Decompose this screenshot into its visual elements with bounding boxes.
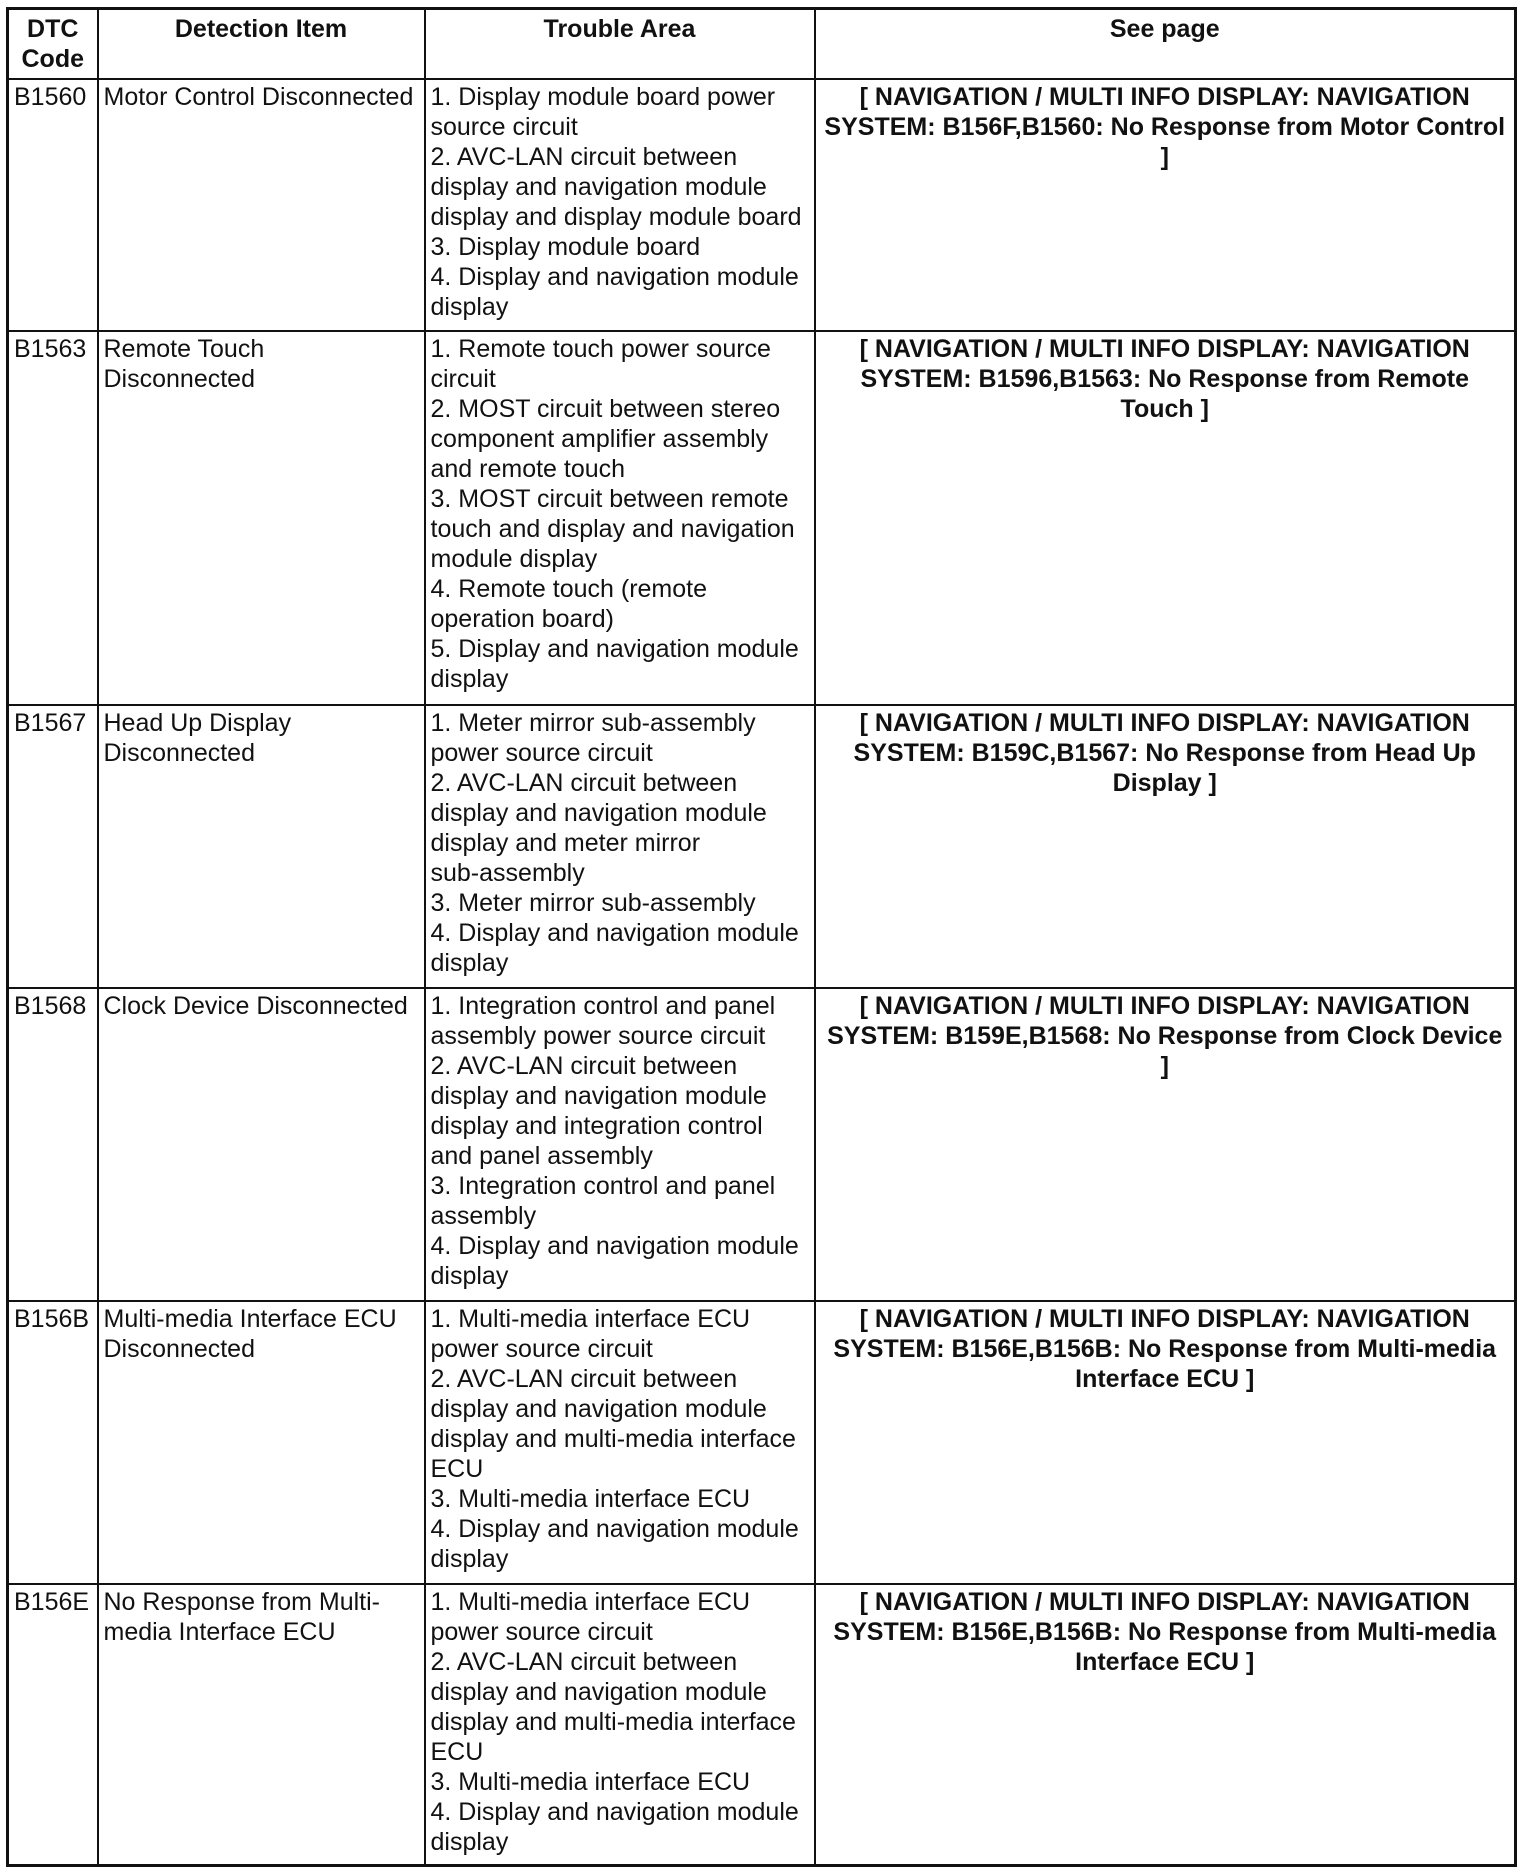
table-row (8, 1301, 1516, 1584)
trouble-area-cell (425, 1301, 815, 1584)
trouble-area-line: sub-assembly (430, 858, 585, 887)
dtc-code-cell: B1560 (8, 79, 98, 331)
trouble-area-cell (425, 1584, 815, 1866)
table-header-row (8, 9, 1516, 79)
trouble-area-line: 3. Multi-media interface ECU (430, 1484, 751, 1513)
trouble-area-line: display and navigation module (430, 1394, 767, 1423)
detection-item-cell: Clock Device Disconnected (98, 988, 425, 1301)
trouble-area-line: 2. AVC-LAN circuit between (430, 768, 738, 797)
trouble-area-line: 3. Display module board (430, 232, 701, 261)
dtc-code-cell: B1563 (8, 331, 98, 705)
trouble-area-line: source circuit (430, 112, 578, 141)
dtc-code-cell: B156E (8, 1584, 98, 1866)
dtc-code-cell: B1568 (8, 988, 98, 1301)
trouble-area-line: circuit (430, 364, 496, 393)
trouble-area-line: display (430, 1827, 509, 1856)
trouble-area-line: 5. Display and navigation module (430, 634, 799, 663)
trouble-area-line: power source circuit (430, 1617, 653, 1646)
table-body (8, 79, 1516, 1866)
detection-item-cell: Motor Control Disconnected (98, 79, 425, 331)
header-trouble-area-label: Trouble Area (543, 15, 696, 43)
trouble-area-line: display and multi-media interface (430, 1424, 796, 1453)
trouble-area-line: 3. Integration control and panel (430, 1171, 776, 1200)
trouble-area-line: 2. MOST circuit between stereo (430, 394, 781, 423)
trouble-area-line: component amplifier assembly (430, 424, 769, 453)
table-row (8, 988, 1516, 1301)
trouble-area-line: display and navigation module (430, 1081, 767, 1110)
trouble-area-line: 4. Display and navigation module (430, 918, 799, 947)
trouble-area-line: 1. Remote touch power source (430, 334, 771, 363)
trouble-area-line: display and navigation module (430, 798, 767, 827)
trouble-area-line: display and meter mirror (430, 828, 701, 857)
trouble-area-line: 2. AVC-LAN circuit between (430, 1364, 738, 1393)
trouble-area-line: power source circuit (430, 738, 653, 767)
detection-item-cell: No Response from Multi-media Interface ECU (98, 1584, 425, 1866)
table-row (8, 1584, 1516, 1866)
detection-item-cell: Remote Touch Disconnected (98, 331, 425, 705)
dtc-table (6, 7, 1517, 1867)
trouble-area-line: 1. Meter mirror sub-assembly (430, 708, 756, 737)
header-trouble-area (425, 9, 815, 79)
trouble-area-line: 2. AVC-LAN circuit between (430, 1647, 738, 1676)
trouble-area-line: touch and display and navigation (430, 514, 795, 543)
trouble-area-line: 4. Remote touch (remote (430, 574, 708, 603)
dtc-code-cell: B156B (8, 1301, 98, 1584)
header-dtc-code (8, 9, 98, 79)
trouble-area-line: ECU (430, 1737, 484, 1766)
trouble-area-line: 1. Multi-media interface ECU (430, 1304, 751, 1333)
trouble-area-line: operation board) (430, 604, 614, 633)
header-dtc-code-label: DTC Code (21, 15, 84, 73)
trouble-area-line: 1. Multi-media interface ECU (430, 1587, 751, 1616)
detection-item-cell: Multi-media Interface ECU Disconnected (98, 1301, 425, 1584)
trouble-area-line: 2. AVC-LAN circuit between (430, 142, 738, 171)
trouble-area-line: display (430, 948, 509, 977)
trouble-area-cell (425, 79, 815, 331)
see-page-link[interactable]: [ NAVIGATION / MULTI INFO DISPLAY: NAVIGATION SYSTEM: B159C,B1567: No Response from Head Up Display ] (815, 705, 1516, 988)
trouble-area-line: module display (430, 544, 598, 573)
header-detection-item-label: Detection Item (174, 15, 348, 43)
trouble-area-line: and panel assembly (430, 1141, 653, 1170)
trouble-area-cell (425, 331, 815, 705)
trouble-area-line: 3. Meter mirror sub-assembly (430, 888, 756, 917)
trouble-area-cell (425, 705, 815, 988)
see-page-link[interactable]: [ NAVIGATION / MULTI INFO DISPLAY: NAVIGATION SYSTEM: B156E,B156B: No Response from Multi-media Interface ECU ] (815, 1584, 1516, 1866)
trouble-area-line: display (430, 1544, 509, 1573)
trouble-area-line: display (430, 1261, 509, 1290)
table-row (8, 705, 1516, 988)
trouble-area-line: assembly (430, 1201, 537, 1230)
trouble-area-line: display and navigation module (430, 1677, 767, 1706)
see-page-link[interactable]: [ NAVIGATION / MULTI INFO DISPLAY: NAVIGATION SYSTEM: B1596,B1563: No Response from Remote Touch ] (815, 331, 1516, 705)
header-see-page-label: See page (1109, 15, 1220, 43)
trouble-area-line: display and integration control (430, 1111, 763, 1140)
trouble-area-line: display and display module board (430, 202, 802, 231)
trouble-area-line: 4. Display and navigation module (430, 1797, 799, 1826)
trouble-area-line: ECU (430, 1454, 484, 1483)
header-detection-item (98, 9, 425, 79)
trouble-area-line: 4. Display and navigation module (430, 262, 799, 291)
trouble-area-line: 4. Display and navigation module (430, 1514, 799, 1543)
dtc-code-cell: B1567 (8, 705, 98, 988)
trouble-area-line: 4. Display and navigation module (430, 1231, 799, 1260)
trouble-area-line: 3. Multi-media interface ECU (430, 1767, 751, 1796)
header-see-page (815, 9, 1516, 79)
trouble-area-line: 1. Integration control and panel (430, 991, 776, 1020)
trouble-area-line: display (430, 664, 509, 693)
see-page-link[interactable]: [ NAVIGATION / MULTI INFO DISPLAY: NAVIGATION SYSTEM: B159E,B1568: No Response from Clock Device ] (815, 988, 1516, 1301)
table-row (8, 331, 1516, 705)
see-page-link[interactable]: [ NAVIGATION / MULTI INFO DISPLAY: NAVIGATION SYSTEM: B156F,B1560: No Response from Motor Control ] (815, 79, 1516, 331)
trouble-area-line: 2. AVC-LAN circuit between (430, 1051, 738, 1080)
trouble-area-cell (425, 988, 815, 1301)
trouble-area-line: 1. Display module board power (430, 82, 776, 111)
see-page-link[interactable]: [ NAVIGATION / MULTI INFO DISPLAY: NAVIGATION SYSTEM: B156E,B156B: No Response from Multi-media Interface ECU ] (815, 1301, 1516, 1584)
trouble-area-line: power source circuit (430, 1334, 653, 1363)
trouble-area-line: display and navigation module (430, 172, 767, 201)
trouble-area-line: 3. MOST circuit between remote (430, 484, 789, 513)
trouble-area-line: display (430, 292, 509, 321)
detection-item-cell: Head Up Display Disconnected (98, 705, 425, 988)
trouble-area-line: display and multi-media interface (430, 1707, 796, 1736)
trouble-area-line: assembly power source circuit (430, 1021, 766, 1050)
trouble-area-line: and remote touch (430, 454, 626, 483)
table-row (8, 79, 1516, 331)
